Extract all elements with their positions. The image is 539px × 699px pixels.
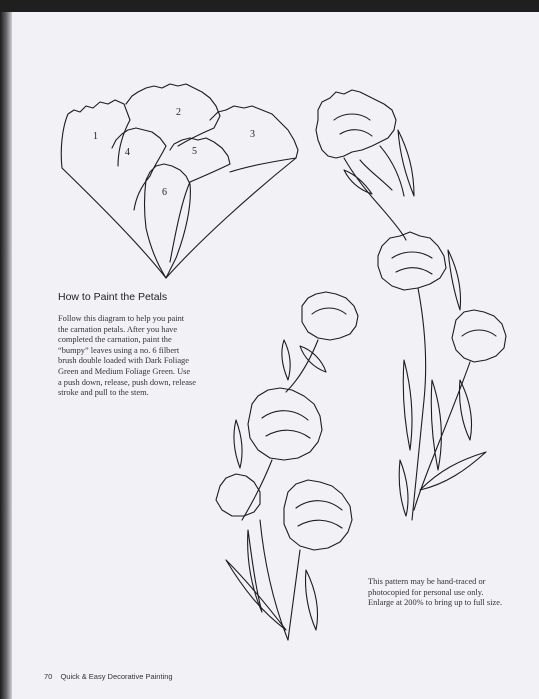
instructions-line: a push down, release, push down, release — [58, 377, 196, 387]
instructions-line: “bumpy” leaves using a no. 6 filbert — [58, 345, 180, 355]
instructions-paragraph — [58, 314, 258, 399]
bloom-inner-lines — [334, 114, 372, 136]
stem-bottom-2 — [260, 520, 288, 640]
stem-leaf-lines — [360, 146, 404, 196]
stem-upper — [344, 158, 406, 240]
bloom-mid-inner-lines — [392, 252, 432, 274]
leaf-mid-right — [448, 250, 461, 310]
stem-mid — [412, 288, 426, 520]
carnation-bloom-mid-right — [378, 232, 446, 290]
petal-number-6: 6 — [162, 187, 167, 198]
leaf-upper-right — [398, 130, 414, 196]
page-footer — [44, 672, 173, 681]
stem-mid-left — [242, 460, 272, 520]
leaf-top-left-1 — [282, 340, 290, 380]
leaf-bottom-3 — [305, 570, 317, 630]
instructions-line: Follow this diagram to help you paint — [58, 314, 185, 323]
pattern-usage-note — [368, 577, 538, 609]
leaf-long-3 — [459, 380, 471, 440]
bloom-bottom-inner-lines — [296, 501, 342, 528]
carnation-spray-right — [316, 90, 506, 520]
carnation-bloom-lower-right — [452, 310, 506, 362]
carnation-bloom-bottom-left — [284, 480, 352, 550]
petal-number-1: 1 — [93, 131, 98, 142]
petal-number-5: 5 — [192, 146, 197, 157]
instructions-line: completed the carnation, paint the — [58, 335, 172, 345]
stem-bottom — [288, 550, 300, 640]
leaf-long-2 — [431, 380, 441, 470]
bloom-lower-inner-line — [462, 330, 496, 336]
bloom-top-left-inner-line — [312, 308, 346, 314]
petal-2 — [126, 84, 220, 146]
leaf-long-1 — [403, 360, 412, 450]
leaf-upper — [344, 170, 372, 194]
petal-number-3: 3 — [250, 129, 255, 140]
petal-5 — [170, 138, 230, 262]
note-line: This pattern may be hand-traced or — [368, 577, 486, 586]
carnation-bloom-top-right — [316, 90, 396, 158]
bloom-mid-left-inner-lines — [262, 411, 310, 438]
leaf-base-2 — [420, 452, 486, 490]
page-number: 70 — [44, 672, 53, 681]
carnation-bloom-small-left — [216, 474, 260, 516]
carnation-bloom-top-left — [302, 292, 358, 340]
stem-top-left — [286, 340, 318, 392]
section-heading: How to Paint the Petals — [58, 291, 168, 303]
petal-number-2: 2 — [176, 107, 181, 118]
book-title: Quick & Easy Decorative Painting — [60, 672, 173, 681]
note-line: photocopied for personal use only. — [368, 587, 484, 597]
note-line: Enlarge at 200% to bring up to full size. — [368, 598, 503, 608]
instructions-line: brush double loaded with Dark Foliage — [58, 356, 189, 366]
instructions-line: Green and Medium Foliage Green. Use — [58, 366, 191, 376]
instructions-line: stroke and pull to the stem. — [58, 388, 149, 398]
leaf-base-1 — [399, 460, 408, 516]
petal-number-4: 4 — [125, 147, 130, 158]
petal-4 — [112, 128, 166, 210]
petal-stem-line-left — [62, 168, 166, 278]
instructions-line: the carnation petals. After you have — [58, 324, 178, 334]
carnation-bloom-mid-left — [248, 388, 322, 460]
leaf-mid-left-1 — [234, 420, 242, 468]
